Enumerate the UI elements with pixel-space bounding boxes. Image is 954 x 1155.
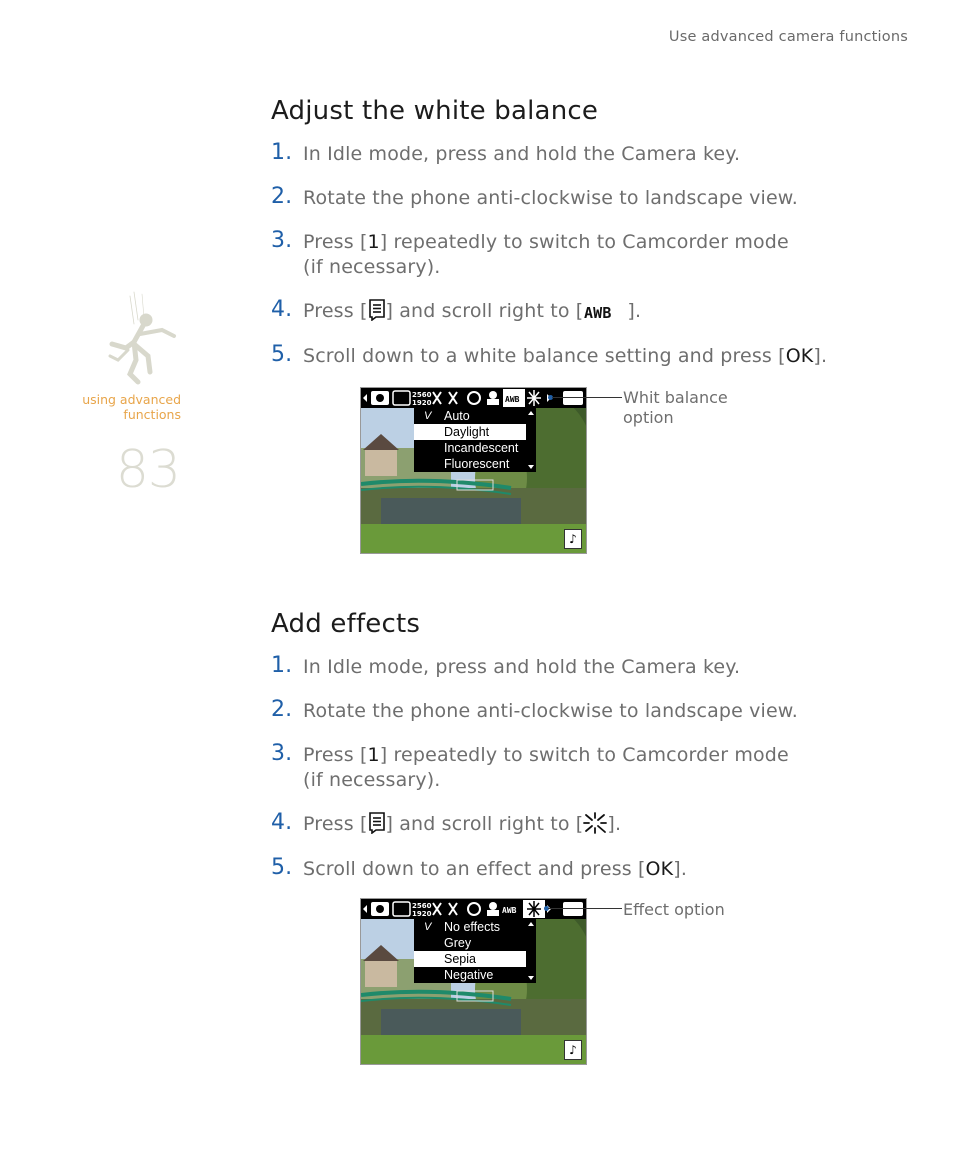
rotate-icon — [563, 391, 583, 405]
menu-item-auto[interactable] — [414, 408, 536, 424]
step-number: 5. — [271, 342, 293, 367]
step-item — [271, 186, 871, 211]
step-item — [271, 857, 871, 882]
step-text-post: ]. — [607, 813, 622, 835]
step-item — [271, 743, 871, 793]
menu-item-label: Auto — [444, 409, 470, 423]
flash-icon — [433, 392, 441, 404]
step-text-pre: Press [ — [303, 231, 368, 253]
step-text — [271, 743, 871, 793]
timer-icon — [468, 903, 480, 915]
step-text-pre: Scroll down to an effect and press [ — [303, 858, 646, 880]
key-1: 1 — [367, 231, 380, 253]
key-1: 1 — [367, 744, 380, 766]
timer-icon — [468, 392, 480, 404]
step-text-pre: Press [ — [303, 300, 368, 322]
frame-icon — [393, 902, 410, 916]
left-arrow-icon — [363, 905, 367, 913]
menu-key-icon — [368, 299, 386, 321]
menu-item-grey[interactable] — [414, 935, 536, 951]
callout-line1: Whit balance — [623, 388, 728, 407]
step-number: 1. — [271, 653, 293, 678]
side-label-line1: using advanced — [82, 392, 181, 407]
section-title-white-balance: Adjust the white balance — [271, 96, 599, 126]
step-text-post: ]. — [813, 345, 828, 367]
menu-item-label: Grey — [444, 936, 472, 950]
menu-item-label: No effects — [444, 920, 501, 934]
menu-scroll-arrows[interactable] — [528, 921, 534, 981]
frame-icon — [393, 391, 410, 405]
check-icon: V — [424, 410, 432, 422]
step-number: 5. — [271, 855, 293, 880]
step-text — [271, 344, 871, 369]
left-arrow-icon — [363, 394, 367, 402]
menu-key-icon — [368, 812, 386, 834]
svg-text:AWB: AWB — [502, 906, 517, 915]
macro-icon — [449, 392, 457, 404]
step-text-mid: ] and scroll right to [ — [385, 813, 584, 835]
step-item — [271, 655, 871, 680]
svg-text:2560: 2560 — [412, 391, 432, 399]
rotate-icon — [563, 902, 583, 916]
menu-scroll-arrows[interactable] — [528, 410, 534, 470]
callout-line — [552, 397, 622, 398]
svg-text:AWB: AWB — [505, 395, 520, 404]
svg-text:2560: 2560 — [412, 902, 432, 910]
svg-text:1920: 1920 — [412, 399, 432, 407]
step-text-pre: Press [ — [303, 744, 368, 766]
effects-icon — [583, 812, 607, 834]
menu-item-sepia[interactable] — [414, 951, 526, 967]
step-text — [271, 812, 871, 837]
macro-icon — [449, 903, 457, 915]
running-header: Use advanced camera functions — [668, 29, 908, 45]
step-text-post: ] repeatedly to switch to Camcorder mode — [379, 744, 789, 766]
step-text: In Idle mode, press and hold the Camera key. — [303, 656, 741, 678]
shutter-button[interactable]: ♪ — [564, 529, 582, 549]
step-text: Rotate the phone anti-clockwise to landscape view. — [303, 187, 798, 209]
step-text-mid: ] and scroll right to [ — [385, 300, 584, 322]
step-text — [271, 299, 871, 324]
step-text-line2: (if necessary). — [303, 256, 441, 278]
side-section-label — [60, 393, 181, 422]
step-item — [271, 344, 871, 369]
person-icon — [489, 902, 497, 910]
page-number: 83 — [115, 440, 180, 500]
step-text-post: ]. — [673, 858, 688, 880]
toolbar-icons — [361, 899, 586, 919]
key-ok: OK — [645, 858, 674, 880]
step-text: Rotate the phone anti-clockwise to landscape view. — [303, 700, 798, 722]
camera-toolbar — [361, 899, 586, 919]
step-text: In Idle mode, press and hold the Camera key. — [303, 143, 741, 165]
side-label-line2: functions — [123, 406, 181, 422]
menu-item-fluorescent[interactable] — [414, 456, 536, 472]
step-number: 1. — [271, 140, 293, 165]
camera-screenshot-white-balance — [360, 387, 587, 554]
callout-label-effects: Effect option — [623, 900, 725, 919]
acrobat-figure-icon — [104, 290, 180, 388]
step-text-pre: Press [ — [303, 813, 368, 835]
step-text — [271, 230, 871, 280]
section-title-add-effects: Add effects — [271, 609, 421, 639]
check-icon: V — [424, 921, 432, 933]
callout-line — [548, 908, 622, 909]
step-number: 2. — [271, 697, 293, 722]
menu-item-no-effects[interactable] — [414, 919, 536, 935]
svg-text:1920: 1920 — [412, 910, 432, 918]
menu-item-label: Fluorescent — [444, 457, 510, 471]
person-icon — [489, 391, 497, 399]
step-number: 4. — [271, 297, 293, 322]
step-text-pre: Scroll down to a white balance setting and press [ — [303, 345, 786, 367]
white-balance-menu — [414, 408, 536, 472]
step-text — [271, 857, 871, 882]
step-text-post: ] repeatedly to switch to Camcorder mode — [379, 231, 789, 253]
effects-icon — [527, 390, 541, 406]
svg-text:AWB: AWB — [584, 304, 612, 321]
menu-item-label: Sepia — [444, 952, 476, 966]
camera-screenshot-effects — [360, 898, 587, 1065]
effects-menu — [414, 919, 536, 983]
flash-icon — [433, 903, 441, 915]
shutter-button[interactable]: ♪ — [564, 1040, 582, 1060]
step-item — [271, 142, 871, 167]
menu-item-label: Incandescent — [444, 441, 519, 455]
step-item — [271, 230, 871, 280]
step-number: 3. — [271, 228, 293, 253]
key-ok: OK — [785, 345, 814, 367]
step-text-line2: (if necessary). — [303, 769, 441, 791]
step-number: 2. — [271, 184, 293, 209]
step-number: 4. — [271, 810, 293, 835]
menu-item-label: Negative — [444, 968, 494, 982]
menu-item-negative[interactable] — [414, 967, 536, 983]
awb-icon — [583, 303, 627, 321]
menu-item-incandescent[interactable] — [414, 440, 536, 456]
menu-item-label: Daylight — [444, 425, 490, 439]
step-item — [271, 699, 871, 724]
callout-line2: option — [623, 408, 674, 427]
step-item — [271, 812, 871, 837]
step-text-post: ]. — [627, 300, 642, 322]
callout-label-white-balance — [623, 388, 753, 428]
step-number: 3. — [271, 741, 293, 766]
menu-item-daylight[interactable] — [414, 424, 526, 440]
step-item — [271, 299, 871, 324]
